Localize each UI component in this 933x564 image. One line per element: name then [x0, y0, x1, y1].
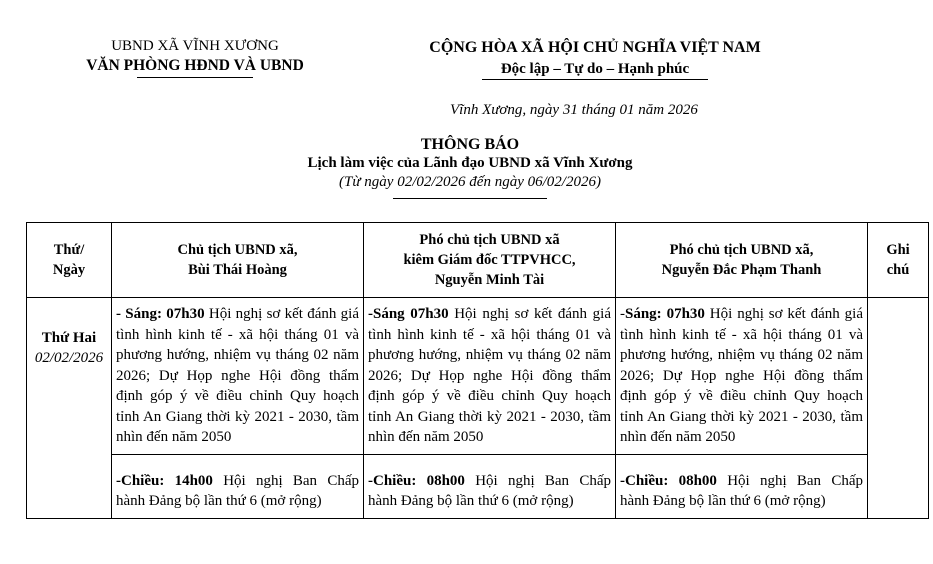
agency-underline [137, 77, 253, 78]
header-vice-chairman-1: Phó chủ tịch UBND xã kiêm Giám đốc TTPVHCC, Nguyễn Minh Tài [364, 223, 616, 298]
date-range: (Từ ngày 02/02/2026 đến ngày 06/02/2026) [339, 174, 601, 190]
agency-name: VĂN PHÒNG HĐND VÀ UBND [86, 57, 304, 74]
agency-parent: UBND XÃ VĨNH XƯƠNG [111, 38, 279, 54]
session-text: Hội nghị sơ kết đánh giá tình hình kinh tế - xã hội tháng 01 và phương hướng, nhiệm vụ tháng 02 năm 2026; Dự Họp nghe Hội đồng thẩm định góp ý về điều chỉnh Quy hoạch tỉnh An Giang thời kỳ 2021 - 2030, tầm nhìn đến năm 2050 [620, 306, 863, 445]
motto-underline [482, 79, 708, 80]
session-label: -Chiều: 08h00 [620, 472, 717, 489]
national-header [385, 38, 805, 80]
session-text: Hội nghị Ban Chấp hành Đảng bộ lần thứ 6 (mở rộng) [620, 472, 863, 509]
table-row [27, 298, 929, 455]
schedule-table [26, 222, 929, 519]
session-text: Hội nghị sơ kết đánh giá tình hình kinh tế - xã hội tháng 01 và phương hướng, nhiệm vụ tháng 02 năm 2026; Dự Họp nghe Hội đồng thẩm định góp ý về điều chỉnh Quy hoạch tỉnh An Giang thời kỳ 2021 - 2030, tầm nhìn đến năm 2050 [116, 306, 359, 445]
table-header-row [27, 223, 929, 298]
national-motto: Độc lập – Tự do – Hạnh phúc [500, 61, 690, 77]
session-prefix: - [620, 306, 625, 322]
session-text: Hội nghị Ban Chấp hành Đảng bộ lần thứ 6 (mở rộng) [368, 472, 611, 509]
session-text: Hội nghị sơ kết đánh giá tình hình kinh tế - xã hội tháng 01 và phương hướng, nhiệm vụ tháng 02 năm 2026; Dự Họp nghe Hội đồng thẩm định góp ý về điều chỉnh Quy hoạch tỉnh An Giang thời kỳ 2021 - 2030, tầm nhìn đến năm 2050 [368, 306, 611, 445]
header-vice-chairman-2: Phó chủ tịch UBND xã, Nguyễn Đắc Phạm Thanh [616, 223, 868, 298]
chairman-afternoon [112, 454, 364, 518]
session-text: Hội nghị Ban Chấp hành Đảng bộ lần thứ 6 (mở rộng) [116, 472, 359, 509]
vice1-morning [364, 298, 616, 455]
national-title: CỘNG HÒA XÃ HỘI CHỦ NGHĨA VIỆT NAM [429, 39, 761, 56]
day-cell [27, 298, 112, 519]
header-day: Thứ/ Ngày [27, 223, 112, 298]
day-name: Thứ Hai [41, 330, 97, 346]
header-chairman: Chủ tịch UBND xã, Bùi Thái Hoàng [112, 223, 364, 298]
session-label: -Sáng 07h30 [368, 306, 449, 322]
vice1-afternoon [364, 454, 616, 518]
title-underline [393, 198, 547, 199]
place-date: Vĩnh Xương, ngày 31 tháng 01 năm 2026 [450, 102, 698, 118]
note-cell [868, 298, 929, 519]
vice2-afternoon [616, 454, 868, 518]
document-title: THÔNG BÁO [420, 136, 520, 153]
session-label: -Chiều: 14h00 [116, 472, 213, 489]
chairman-morning [112, 298, 364, 455]
session-label: - Sáng: 07h30 [116, 306, 205, 322]
day-date: 02/02/2026 [34, 350, 104, 366]
header-note: Ghi chú [868, 223, 929, 298]
document-subtitle: Lịch làm việc của Lãnh đạo UBND xã Vĩnh Xương [307, 155, 633, 171]
table-row [27, 454, 929, 518]
session-label: Sáng: 07h30 [625, 306, 705, 322]
issuing-agency [60, 38, 330, 78]
document-title-block [240, 135, 700, 199]
vice2-morning [616, 298, 868, 455]
session-label: -Chiều: 08h00 [368, 472, 465, 489]
